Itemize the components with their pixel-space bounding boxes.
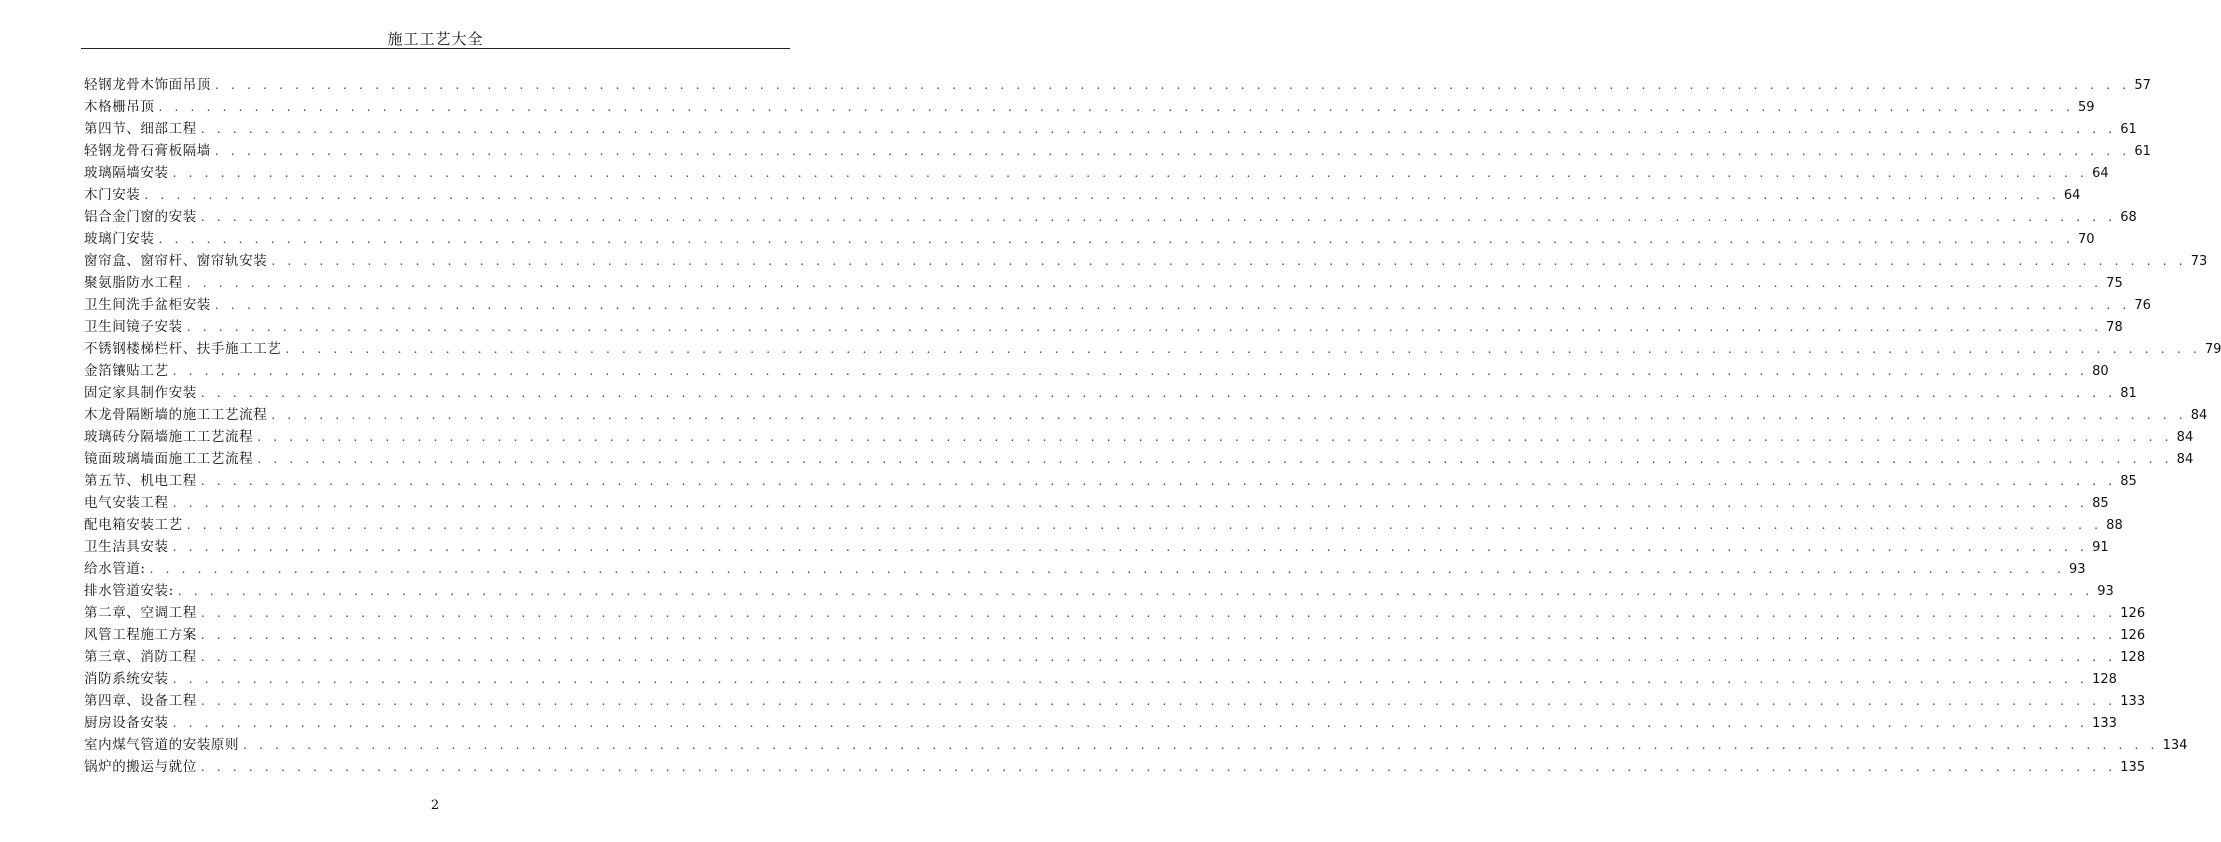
toc-entry: [84, 184, 2081, 206]
toc-dot-leader: . . . . . . . . . . . . . . . . . . . . . . . . . . . . . . . . . . . . . . . . . . . . . . . . . . . . . . . . . . . . . . . . . . . . . . . . . . . . . . . . . . . . . . . . . . . . . . . . . . . . . . . . . . . . . . . . . . . . . . . .: [177, 584, 2094, 598]
toc-dot-leader: . . . . . . . . . . . . . . . . . . . . . . . . . . . . . . . . . . . . . . . . . . . . . . . . . . . . . . . . . . . . . . . . . . . . . . . . . . . . . . . . . . . . . . . . . . . . . . . . . . . . . . . . . . . . . . . . . . . . . . . .: [200, 694, 2117, 708]
toc-dot-leader: . . . . . . . . . . . . . . . . . . . . . . . . . . . . . . . . . . . . . . . . . . . . . . . . . . . . . . . . . . . . . . . . . . . . . . . . . . . . . . . . . . . . . . . . . . . . . . . . . . . . . . . . . . . . . . . . . . . . . . . .: [214, 78, 2131, 92]
toc-entry-page: 88: [2106, 518, 2123, 533]
toc-entry-page: 84: [2176, 430, 2194, 445]
toc-entry-title: 厨房设备安装: [84, 715, 169, 731]
toc-dot-leader: . . . . . . . . . . . . . . . . . . . . . . . . . . . . . . . . . . . . . . . . . . . . . . . . . . . . . . . . . . . . . . . . . . . . . . . . . . . . . . . . . . . . . . . . . . . . . . . . . . . . . . . . . . . . . . . . . . . . . . . .: [257, 452, 2173, 466]
toc-entry-title: 镜面玻璃墙面施工工艺流程: [84, 451, 254, 467]
toc-entry: [84, 272, 2123, 294]
toc-entry-title: 轻钢龙骨石膏板隔墙: [84, 143, 211, 159]
toc-entry-title: 第二章、空调工程: [84, 605, 197, 621]
toc-dot-leader: . . . . . . . . . . . . . . . . . . . . . . . . . . . . . . . . . . . . . . . . . . . . . . . . . . . . . . . . . . . . . . . . . . . . . . . . . . . . . . . . . . . . . . . . . . . . . . . . . . . . . . . . . . . . . . . . . . . . . . . .: [243, 738, 2159, 752]
toc-entry-page: 64: [2092, 166, 2109, 181]
toc-entry-page: 91: [2092, 540, 2109, 555]
toc-entry-page: 59: [2077, 100, 2095, 115]
toc-entry: [84, 338, 2221, 360]
toc-entry-title: 电气安装工程: [84, 495, 169, 511]
toc-entry: [84, 404, 2208, 426]
toc-entry-page: 64: [2063, 188, 2081, 203]
toc-dot-leader: . . . . . . . . . . . . . . . . . . . . . . . . . . . . . . . . . . . . . . . . . . . . . . . . . . . . . . . . . . . . . . . . . . . . . . . . . . . . . . . . . . . . . . . . . . . . . . . . . . . . . . . . . . . . . . . . . . . . . . . .: [285, 342, 2201, 356]
toc-entry-title: 风管工程施工方案: [84, 627, 197, 643]
toc-entry-title: 卫生间镜子安装: [84, 319, 183, 335]
toc-entry: [84, 712, 2117, 734]
toc-entry: [84, 382, 2137, 404]
toc-entry-title: 木龙骨隔断墙的施工工艺流程: [84, 407, 268, 423]
toc-entry: [84, 668, 2117, 690]
toc-entry-page: 133: [2120, 694, 2146, 709]
toc-dot-leader: . . . . . . . . . . . . . . . . . . . . . . . . . . . . . . . . . . . . . . . . . . . . . . . . . . . . . . . . . . . . . . . . . . . . . . . . . . . . . . . . . . . . . . . . . . . . . . . . . . . . . . . . . . . . . . . . . . . . . . . .: [149, 562, 2066, 576]
toc-dot-leader: . . . . . . . . . . . . . . . . . . . . . . . . . . . . . . . . . . . . . . . . . . . . . . . . . . . . . . . . . . . . . . . . . . . . . . . . . . . . . . . . . . . . . . . . . . . . . . . . . . . . . . . . . . . . . . . . . . . . . . . .: [271, 254, 2187, 268]
toc-entry-page: 73: [2190, 254, 2208, 269]
toc-entry: [84, 162, 2109, 184]
toc-entry-page: 80: [2092, 364, 2109, 379]
toc-dot-leader: . . . . . . . . . . . . . . . . . . . . . . . . . . . . . . . . . . . . . . . . . . . . . . . . . . . . . . . . . . . . . . . . . . . . . . . . . . . . . . . . . . . . . . . . . . . . . . . . . . . . . . . . . . . . . . . . . . . . . . . .: [172, 496, 2089, 510]
toc-entry-title: 卫生间洗手盆柜安装: [84, 297, 211, 313]
toc-entry: [84, 228, 2095, 250]
toc-dot-leader: . . . . . . . . . . . . . . . . . . . . . . . . . . . . . . . . . . . . . . . . . . . . . . . . . . . . . . . . . . . . . . . . . . . . . . . . . . . . . . . . . . . . . . . . . . . . . . . . . . . . . . . . . . . . . . . . . . . . . . . .: [172, 716, 2089, 730]
toc-entry: [84, 206, 2137, 228]
toc-entry-page: 133: [2092, 716, 2117, 731]
toc-entry-page: 128: [2092, 672, 2117, 687]
toc-entry-page: 93: [2097, 584, 2114, 599]
toc-dot-leader: . . . . . . . . . . . . . . . . . . . . . . . . . . . . . . . . . . . . . . . . . . . . . . . . . . . . . . . . . . . . . . . . . . . . . . . . . . . . . . . . . . . . . . . . . . . . . . . . . . . . . . . . . . . . . . . . . . . . . . . .: [257, 430, 2173, 444]
toc-entry-title: 第五节、机电工程: [84, 473, 197, 489]
toc-entry-page: 78: [2106, 320, 2123, 335]
toc-entry-title: 窗帘盒、窗帘杆、窗帘轨安装: [84, 253, 268, 269]
toc-entry: [84, 448, 2194, 470]
toc-entry-page: 84: [2190, 408, 2208, 423]
toc-dot-leader: . . . . . . . . . . . . . . . . . . . . . . . . . . . . . . . . . . . . . . . . . . . . . . . . . . . . . . . . . . . . . . . . . . . . . . . . . . . . . . . . . . . . . . . . . . . . . . . . . . . . . . . . . . . . . . . . . . . . . . . .: [200, 210, 2117, 224]
toc-dot-leader: . . . . . . . . . . . . . . . . . . . . . . . . . . . . . . . . . . . . . . . . . . . . . . . . . . . . . . . . . . . . . . . . . . . . . . . . . . . . . . . . . . . . . . . . . . . . . . . . . . . . . . . . . . . . . . . . . . . . . . . .: [200, 628, 2117, 642]
toc-entry-title: 第四节、细部工程: [84, 121, 197, 137]
toc-dot-leader: . . . . . . . . . . . . . . . . . . . . . . . . . . . . . . . . . . . . . . . . . . . . . . . . . . . . . . . . . . . . . . . . . . . . . . . . . . . . . . . . . . . . . . . . . . . . . . . . . . . . . . . . . . . . . . . . . . . . . . . .: [186, 276, 2103, 290]
toc-entry-title: 固定家具制作安装: [84, 385, 197, 401]
toc-entry-page: 126: [2120, 628, 2146, 643]
toc-entry-title: 玻璃门安装: [84, 231, 155, 247]
toc-entry-title: 玻璃砖分隔墙施工工艺流程: [84, 429, 254, 445]
toc-entry-page: 93: [2069, 562, 2086, 577]
toc-entry: [84, 558, 2086, 580]
toc-dot-leader: . . . . . . . . . . . . . . . . . . . . . . . . . . . . . . . . . . . . . . . . . . . . . . . . . . . . . . . . . . . . . . . . . . . . . . . . . . . . . . . . . . . . . . . . . . . . . . . . . . . . . . . . . . . . . . . . . . . . . . . .: [214, 298, 2131, 312]
toc-entry-page: 85: [2120, 474, 2137, 489]
toc-entry-title: 消防系统安装: [84, 671, 169, 687]
toc-entry: [84, 580, 2114, 602]
toc-dot-leader: . . . . . . . . . . . . . . . . . . . . . . . . . . . . . . . . . . . . . . . . . . . . . . . . . . . . . . . . . . . . . . . . . . . . . . . . . . . . . . . . . . . . . . . . . . . . . . . . . . . . . . . . . . . . . . . . . . . . . . . .: [200, 606, 2117, 620]
toc-entry-page: 84: [2176, 452, 2194, 467]
toc-entry: [84, 470, 2137, 492]
toc-entry: [84, 624, 2146, 646]
toc-entry-title: 玻璃隔墙安装: [84, 165, 169, 181]
toc-entry: [84, 96, 2095, 118]
toc-entry: [84, 140, 2151, 162]
toc-entry-title: 排水管道安装:: [84, 583, 174, 599]
page-header: 施工工艺大全: [387, 30, 484, 48]
toc-dot-leader: . . . . . . . . . . . . . . . . . . . . . . . . . . . . . . . . . . . . . . . . . . . . . . . . . . . . . . . . . . . . . . . . . . . . . . . . . . . . . . . . . . . . . . . . . . . . . . . . . . . . . . . . . . . . . . . . . . . . . . . .: [172, 540, 2089, 554]
toc-entry-page: 135: [2120, 760, 2146, 775]
toc-dot-leader: . . . . . . . . . . . . . . . . . . . . . . . . . . . . . . . . . . . . . . . . . . . . . . . . . . . . . . . . . . . . . . . . . . . . . . . . . . . . . . . . . . . . . . . . . . . . . . . . . . . . . . . . . . . . . . . . . . . . . . . .: [144, 188, 2060, 202]
toc-entry-page: 61: [2120, 122, 2137, 137]
toc-dot-leader: . . . . . . . . . . . . . . . . . . . . . . . . . . . . . . . . . . . . . . . . . . . . . . . . . . . . . . . . . . . . . . . . . . . . . . . . . . . . . . . . . . . . . . . . . . . . . . . . . . . . . . . . . . . . . . . . . . . . . . . .: [158, 100, 2074, 114]
toc-dot-leader: . . . . . . . . . . . . . . . . . . . . . . . . . . . . . . . . . . . . . . . . . . . . . . . . . . . . . . . . . . . . . . . . . . . . . . . . . . . . . . . . . . . . . . . . . . . . . . . . . . . . . . . . . . . . . . . . . . . . . . . .: [214, 144, 2131, 158]
toc-entry: [84, 250, 2208, 272]
toc-entry-page: 85: [2092, 496, 2109, 511]
toc-entry: [84, 690, 2146, 712]
toc-entry-page: 70: [2077, 232, 2095, 247]
toc-entry-title: 锅炉的搬运与就位: [84, 759, 197, 775]
toc-dot-leader: . . . . . . . . . . . . . . . . . . . . . . . . . . . . . . . . . . . . . . . . . . . . . . . . . . . . . . . . . . . . . . . . . . . . . . . . . . . . . . . . . . . . . . . . . . . . . . . . . . . . . . . . . . . . . . . . . . . . . . . .: [172, 166, 2089, 180]
toc-entry: [84, 118, 2137, 140]
toc-entry-title: 铝合金门窗的安装: [84, 209, 197, 225]
toc-dot-leader: . . . . . . . . . . . . . . . . . . . . . . . . . . . . . . . . . . . . . . . . . . . . . . . . . . . . . . . . . . . . . . . . . . . . . . . . . . . . . . . . . . . . . . . . . . . . . . . . . . . . . . . . . . . . . . . . . . . . . . . .: [200, 760, 2117, 774]
toc-entry-page: 76: [2134, 298, 2151, 313]
toc-entry-title: 木门安装: [84, 187, 141, 203]
toc-entry-title: 室内煤气管道的安装原则: [84, 737, 240, 753]
toc-entry: [84, 426, 2194, 448]
toc-entry-page: 79: [2204, 342, 2221, 357]
toc-dot-leader: . . . . . . . . . . . . . . . . . . . . . . . . . . . . . . . . . . . . . . . . . . . . . . . . . . . . . . . . . . . . . . . . . . . . . . . . . . . . . . . . . . . . . . . . . . . . . . . . . . . . . . . . . . . . . . . . . . . . . . . .: [200, 122, 2117, 136]
toc-dot-leader: . . . . . . . . . . . . . . . . . . . . . . . . . . . . . . . . . . . . . . . . . . . . . . . . . . . . . . . . . . . . . . . . . . . . . . . . . . . . . . . . . . . . . . . . . . . . . . . . . . . . . . . . . . . . . . . . . . . . . . . .: [186, 518, 2103, 532]
toc-entry-page: 57: [2134, 78, 2151, 93]
toc-entry: [84, 734, 2188, 756]
toc-dot-leader: . . . . . . . . . . . . . . . . . . . . . . . . . . . . . . . . . . . . . . . . . . . . . . . . . . . . . . . . . . . . . . . . . . . . . . . . . . . . . . . . . . . . . . . . . . . . . . . . . . . . . . . . . . . . . . . . . . . . . . . .: [200, 474, 2117, 488]
toc-entry-title: 木格栅吊顶: [84, 99, 155, 115]
toc-entry-page: 134: [2162, 738, 2188, 753]
toc-entry-page: 75: [2106, 276, 2123, 291]
toc-entry: [84, 294, 2151, 316]
header-rule: [81, 48, 790, 49]
toc-entry-page: 68: [2120, 210, 2137, 225]
toc-entry-title: 卫生洁具安装: [84, 539, 169, 555]
toc-entry-page: 126: [2120, 606, 2146, 621]
toc-entry-page: 128: [2120, 650, 2146, 665]
toc-entry: [84, 360, 2109, 382]
toc-entry: [84, 74, 2151, 96]
toc-entry: [84, 514, 2123, 536]
page-number: 2: [430, 798, 440, 813]
toc-dot-leader: . . . . . . . . . . . . . . . . . . . . . . . . . . . . . . . . . . . . . . . . . . . . . . . . . . . . . . . . . . . . . . . . . . . . . . . . . . . . . . . . . . . . . . . . . . . . . . . . . . . . . . . . . . . . . . . . . . . . . . . .: [186, 320, 2103, 334]
toc-entry-title: 不锈钢楼梯栏杆、扶手施工工艺: [84, 341, 282, 357]
toc-dot-leader: . . . . . . . . . . . . . . . . . . . . . . . . . . . . . . . . . . . . . . . . . . . . . . . . . . . . . . . . . . . . . . . . . . . . . . . . . . . . . . . . . . . . . . . . . . . . . . . . . . . . . . . . . . . . . . . . . . . . . . . .: [172, 364, 2089, 378]
toc-entry-title: 金箔镶贴工艺: [84, 363, 169, 379]
toc-dot-leader: . . . . . . . . . . . . . . . . . . . . . . . . . . . . . . . . . . . . . . . . . . . . . . . . . . . . . . . . . . . . . . . . . . . . . . . . . . . . . . . . . . . . . . . . . . . . . . . . . . . . . . . . . . . . . . . . . . . . . . . .: [200, 650, 2117, 664]
toc-entry-page: 81: [2120, 386, 2137, 401]
toc-entry: [84, 756, 2146, 778]
toc-entry-title: 给水管道:: [84, 561, 146, 577]
table-of-contents: [84, 74, 2221, 778]
toc-dot-leader: . . . . . . . . . . . . . . . . . . . . . . . . . . . . . . . . . . . . . . . . . . . . . . . . . . . . . . . . . . . . . . . . . . . . . . . . . . . . . . . . . . . . . . . . . . . . . . . . . . . . . . . . . . . . . . . . . . . . . . . .: [158, 232, 2074, 246]
toc-entry: [84, 316, 2123, 338]
toc-entry-title: 配电箱安装工艺: [84, 517, 183, 533]
toc-entry-title: 第三章、消防工程: [84, 649, 197, 665]
toc-entry: [84, 492, 2109, 514]
toc-entry: [84, 602, 2146, 624]
toc-entry: [84, 536, 2109, 558]
toc-entry-title: 轻钢龙骨木饰面吊顶: [84, 77, 211, 93]
toc-entry-page: 61: [2134, 144, 2151, 159]
toc-dot-leader: . . . . . . . . . . . . . . . . . . . . . . . . . . . . . . . . . . . . . . . . . . . . . . . . . . . . . . . . . . . . . . . . . . . . . . . . . . . . . . . . . . . . . . . . . . . . . . . . . . . . . . . . . . . . . . . . . . . . . . . .: [172, 672, 2089, 686]
toc-entry-title: 第四章、设备工程: [84, 693, 197, 709]
toc-entry: [84, 646, 2146, 668]
toc-dot-leader: . . . . . . . . . . . . . . . . . . . . . . . . . . . . . . . . . . . . . . . . . . . . . . . . . . . . . . . . . . . . . . . . . . . . . . . . . . . . . . . . . . . . . . . . . . . . . . . . . . . . . . . . . . . . . . . . . . . . . . . .: [200, 386, 2117, 400]
toc-dot-leader: . . . . . . . . . . . . . . . . . . . . . . . . . . . . . . . . . . . . . . . . . . . . . . . . . . . . . . . . . . . . . . . . . . . . . . . . . . . . . . . . . . . . . . . . . . . . . . . . . . . . . . . . . . . . . . . . . . . . . . . .: [271, 408, 2187, 422]
toc-entry-title: 聚氨脂防水工程: [84, 275, 183, 291]
